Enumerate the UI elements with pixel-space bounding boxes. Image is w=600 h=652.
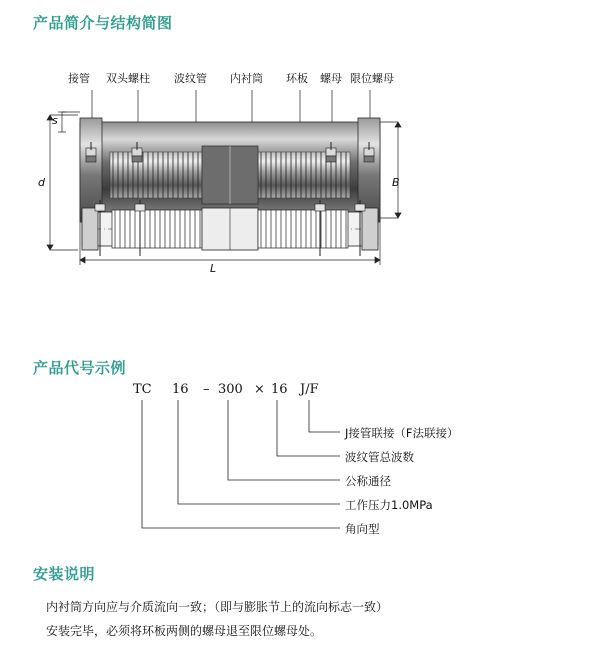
structure-diagram (0, 60, 600, 300)
dimension-b (380, 122, 401, 218)
install-note-1: 内衬筒方向应与介质流向一致；（即与膨胀节上的流向标志一致） (46, 600, 389, 614)
code-token-pressure: 16 (172, 382, 189, 397)
code-token-type: TC (133, 382, 152, 397)
code-token-dash: – (203, 382, 210, 397)
code-token-diameter: 300 (218, 382, 243, 397)
dimension-d (47, 115, 78, 250)
install-note-2: 安装完毕，必须将环板两侧的螺母退至限位螺母处。 (46, 624, 323, 638)
dimension-label-l: L (210, 262, 217, 275)
code-desc-type: 角向型 (345, 522, 380, 536)
install-notes (46, 598, 566, 646)
code-desc-diameter: 公称通径 (345, 474, 391, 488)
dimension-label-b: B (392, 176, 400, 189)
code-token-times: × (254, 382, 265, 397)
product-code-diagram (0, 378, 600, 538)
callout-label-5: 环板 (286, 72, 308, 85)
callout-label-7: 限位螺母 (350, 72, 394, 85)
code-token-joint: J/F (300, 382, 319, 397)
code-token-waves: 16 (271, 382, 288, 397)
section-title-intro: 产品简介与结构简图 (33, 14, 173, 32)
code-desc-pressure: 工作压力1.0MPa (345, 498, 433, 512)
section-title-install: 安装说明 (33, 565, 96, 583)
callout-label-4: 内衬筒 (230, 72, 263, 85)
dimension-label-s: s (52, 114, 58, 127)
dimension-label-d: d (38, 176, 45, 189)
callout-label-3: 波纹管 (174, 72, 207, 85)
code-desc-joint: J接管联接（F法联接） (345, 426, 459, 440)
callout-label-1: 接管 (68, 72, 90, 85)
code-desc-waves: 波纹管总波数 (345, 450, 414, 464)
structure-diagram-svg (0, 60, 600, 300)
section-title-code: 产品代号示例 (33, 359, 127, 377)
code-leader-lines (0, 378, 600, 538)
bellows-left-top (110, 152, 202, 198)
callout-label-6: 螺母 (320, 72, 342, 85)
callout-label-2: 双头螺柱 (106, 72, 150, 85)
